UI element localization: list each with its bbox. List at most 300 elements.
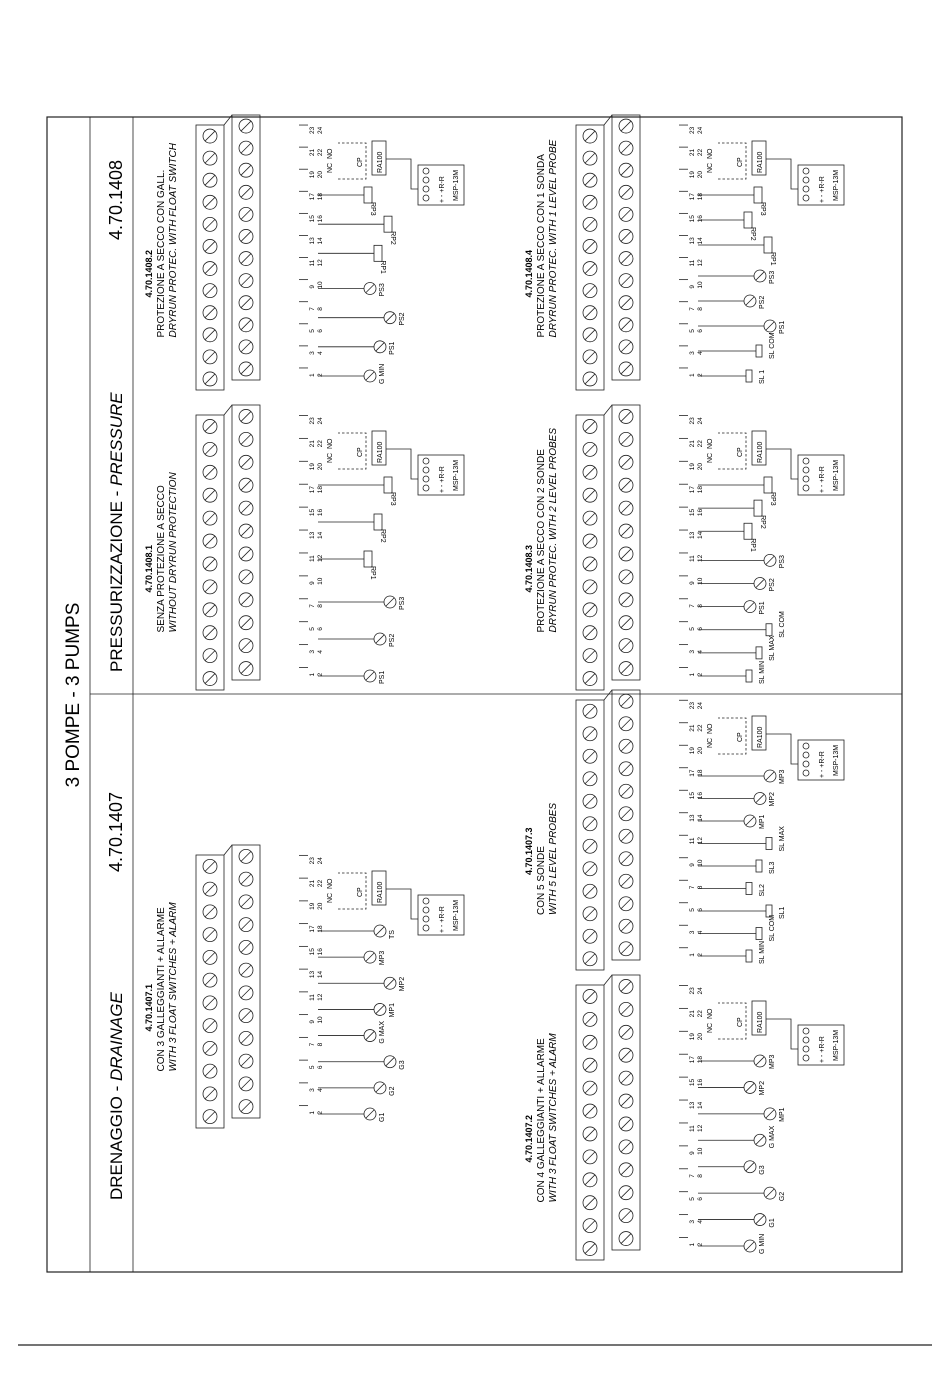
relay-symbol bbox=[384, 477, 392, 493]
terminal-number: 11 bbox=[689, 259, 696, 267]
terminal-number: 22 bbox=[317, 148, 324, 157]
terminal-number: 17 bbox=[309, 485, 316, 494]
diagram-4.70.1408.3 bbox=[524, 405, 844, 690]
input-label: G MAX bbox=[769, 1125, 776, 1149]
terminal-number: 17 bbox=[309, 193, 316, 201]
screw-slot bbox=[585, 991, 595, 1001]
switch-lever bbox=[746, 297, 754, 305]
screw-slot bbox=[241, 434, 251, 444]
relay-symbol bbox=[764, 477, 772, 493]
screw-slot bbox=[241, 1102, 251, 1112]
strip-bevel bbox=[604, 690, 612, 700]
terminal-number: 17 bbox=[689, 769, 696, 777]
screw-slot bbox=[241, 165, 251, 175]
msp-terminal bbox=[803, 168, 809, 174]
screw-slot bbox=[205, 559, 215, 569]
terminal-number: 23 bbox=[309, 857, 316, 865]
input-label: MP2 bbox=[399, 976, 406, 992]
screw-slot bbox=[621, 1234, 631, 1244]
terminal-number: 20 bbox=[697, 170, 704, 179]
contact-no: NO bbox=[327, 878, 334, 889]
msp-label: MSP-13M bbox=[453, 459, 460, 491]
screw-slot bbox=[585, 774, 595, 784]
msp-terminal bbox=[803, 476, 809, 482]
screw-slot bbox=[241, 187, 251, 197]
terminal-number: 21 bbox=[689, 1010, 696, 1018]
screw-slot bbox=[241, 320, 251, 330]
terminal-number: 13 bbox=[309, 970, 316, 979]
screw-slot bbox=[241, 920, 251, 930]
screw-slot bbox=[205, 197, 215, 207]
terminal-number: 6 bbox=[317, 329, 324, 333]
terminal-number: 17 bbox=[689, 485, 696, 494]
relay-symbol bbox=[754, 500, 762, 516]
ra100-wire bbox=[766, 159, 798, 189]
terminal-number: 24 bbox=[317, 126, 324, 135]
screw-slot bbox=[621, 664, 631, 674]
msp-label: MSP-13M bbox=[833, 169, 840, 201]
screw-slot bbox=[585, 954, 595, 964]
drainage-code: 4.70.1407 bbox=[106, 791, 126, 873]
screw-slot bbox=[241, 209, 251, 219]
diagram-4.70.1407.1 bbox=[144, 845, 464, 1128]
input-label: RP1 bbox=[379, 260, 386, 274]
terminal-number: 6 bbox=[317, 1065, 324, 1070]
terminal-number: 20 bbox=[697, 463, 704, 471]
screw-slot bbox=[585, 1106, 595, 1116]
terminal-number: 3 bbox=[689, 650, 696, 654]
terminal-number: 13 bbox=[309, 237, 316, 245]
input-label: SL3 bbox=[769, 861, 776, 874]
input-label: SL COM bbox=[769, 914, 776, 942]
terminal-number: 3 bbox=[309, 650, 316, 654]
terminal-number: 18 bbox=[697, 769, 704, 777]
input-label: TS bbox=[389, 930, 396, 939]
input-label: PS3 bbox=[379, 283, 386, 297]
terminal-number: 20 bbox=[317, 170, 324, 179]
screw-slot bbox=[621, 457, 631, 467]
contact-no: NO bbox=[707, 1008, 714, 1019]
msp-label: MSP-13M bbox=[833, 459, 840, 491]
terminal-number: 23 bbox=[689, 702, 696, 710]
screw-slot bbox=[585, 651, 595, 661]
terminal-number: 2 bbox=[697, 672, 704, 677]
contact-no: NO bbox=[327, 148, 334, 159]
relay-symbol bbox=[744, 212, 752, 228]
screw-slot bbox=[205, 1021, 215, 1031]
terminal-number: 3 bbox=[309, 351, 316, 355]
switch-lever bbox=[756, 580, 764, 588]
msp-terminal bbox=[423, 916, 429, 922]
screw-slot bbox=[241, 411, 251, 421]
msp-terminal bbox=[803, 770, 809, 776]
screw-slot bbox=[621, 1142, 631, 1152]
terminal-number: 24 bbox=[697, 702, 704, 710]
msp-terminal bbox=[423, 186, 429, 192]
input-label: SL COM bbox=[779, 611, 786, 638]
ra100-label: RA100 bbox=[757, 1011, 764, 1033]
contact-no: NO bbox=[707, 438, 714, 449]
diagram-4.70.1408.4 bbox=[524, 115, 844, 390]
diagram-title-it: CON 3 GALLEGGIANTI + ALLARME bbox=[156, 907, 167, 1072]
msp-label: MSP-13M bbox=[453, 169, 460, 201]
terminal-number: 17 bbox=[689, 193, 696, 201]
terminal-number: 3 bbox=[689, 351, 696, 355]
switch-lever bbox=[756, 795, 764, 803]
input-label: G MAX bbox=[379, 1021, 386, 1044]
input-label: SL 1 bbox=[759, 369, 766, 384]
switch-lever bbox=[756, 1216, 764, 1224]
screw-slot bbox=[205, 884, 215, 894]
diagram-title-en: WITH 3 FLOAT SWITCHES + ALARM bbox=[168, 902, 179, 1072]
diagram-code: 4.70.1407.3 bbox=[524, 827, 534, 875]
terminal-number: 21 bbox=[689, 724, 696, 732]
msp-label: MSP-13M bbox=[453, 899, 460, 931]
input-label: PS1 bbox=[379, 670, 386, 684]
terminal-number: 15 bbox=[309, 215, 316, 223]
terminal-number: 10 bbox=[317, 281, 324, 289]
screw-slot bbox=[621, 526, 631, 536]
contact-no: NO bbox=[707, 723, 714, 734]
diagram-4.70.1407.2 bbox=[524, 975, 844, 1260]
terminal-number: 8 bbox=[697, 307, 704, 311]
screw-slot bbox=[585, 674, 595, 684]
terminal-number: 16 bbox=[697, 215, 704, 223]
screw-slot bbox=[585, 909, 595, 919]
input-label: SL MIN bbox=[759, 940, 766, 964]
terminal-number: 7 bbox=[689, 604, 696, 608]
screw-slot bbox=[205, 674, 215, 684]
terminal-number: 12 bbox=[697, 837, 704, 845]
terminal-number: 14 bbox=[697, 1101, 704, 1110]
terminal-number: 18 bbox=[697, 485, 704, 494]
screw-slot bbox=[585, 264, 595, 274]
screw-slot bbox=[241, 503, 251, 513]
screw-slot bbox=[621, 121, 631, 131]
msp-terminal bbox=[803, 761, 809, 767]
screw-slot bbox=[205, 952, 215, 962]
terminal-number: 12 bbox=[317, 259, 324, 267]
msp-pins: + - +R-R bbox=[439, 906, 446, 933]
screw-slot bbox=[205, 467, 215, 477]
msp-terminal bbox=[423, 168, 429, 174]
contact-nc: NC bbox=[327, 452, 334, 463]
terminal-number: 19 bbox=[309, 902, 316, 910]
screw-slot bbox=[205, 421, 215, 431]
screw-slot bbox=[585, 751, 595, 761]
screw-slot bbox=[621, 1211, 631, 1221]
ra100-wire bbox=[386, 449, 418, 479]
input-label: G3 bbox=[759, 1165, 766, 1175]
terminal-number: 24 bbox=[317, 417, 324, 425]
screw-slot bbox=[621, 854, 631, 864]
msp-terminal bbox=[803, 1046, 809, 1052]
screw-slot bbox=[205, 907, 215, 917]
terminal-number: 18 bbox=[317, 193, 324, 201]
screw-slot bbox=[585, 628, 595, 638]
screw-slot bbox=[205, 175, 215, 185]
terminal-number: 8 bbox=[697, 1174, 704, 1178]
pressure-code: 4.70.1408 bbox=[106, 159, 126, 241]
probe-symbol bbox=[756, 860, 762, 872]
screw-slot bbox=[241, 1011, 251, 1021]
screw-slot bbox=[621, 187, 631, 197]
input-label: PS2 bbox=[389, 633, 396, 647]
screw-slot bbox=[621, 764, 631, 774]
screw-slot bbox=[241, 942, 251, 952]
terminal-number: 19 bbox=[309, 170, 316, 179]
screw-slot bbox=[621, 480, 631, 490]
input-label: G MIN bbox=[379, 363, 386, 384]
screw-slot bbox=[621, 876, 631, 886]
terminal-number: 9 bbox=[689, 581, 696, 585]
relay-symbol bbox=[384, 216, 392, 232]
screw-slot bbox=[621, 696, 631, 706]
screw-slot bbox=[585, 931, 595, 941]
screw-slot bbox=[205, 1089, 215, 1099]
terminal-number: 20 bbox=[697, 747, 704, 755]
input-label: MP2 bbox=[769, 792, 776, 807]
diagram-code: 4.70.1407.2 bbox=[524, 1114, 534, 1163]
screw-slot bbox=[205, 582, 215, 592]
screw-slot bbox=[621, 254, 631, 264]
contact-nc: NC bbox=[707, 452, 714, 463]
screw-slot bbox=[585, 352, 595, 362]
terminal-number: 16 bbox=[697, 792, 704, 800]
terminal-number: 5 bbox=[309, 329, 316, 333]
input-label: MP1 bbox=[779, 1107, 786, 1122]
screw-slot bbox=[585, 1221, 595, 1231]
terminal-number: 4 bbox=[697, 1220, 704, 1224]
terminal-number: 14 bbox=[697, 237, 704, 245]
probe-symbol bbox=[756, 345, 762, 357]
terminal-number: 11 bbox=[309, 259, 316, 267]
terminal-number: 10 bbox=[317, 1016, 324, 1024]
ra100-wire bbox=[386, 159, 418, 189]
terminal-number: 12 bbox=[317, 993, 324, 1001]
screw-slot bbox=[241, 1079, 251, 1089]
screw-slot bbox=[241, 342, 251, 352]
screw-slot bbox=[621, 1188, 631, 1198]
switch-lever bbox=[756, 1057, 764, 1065]
probe-symbol bbox=[746, 670, 752, 682]
screw-slot bbox=[585, 175, 595, 185]
screw-slot bbox=[621, 719, 631, 729]
switch-lever bbox=[386, 1058, 394, 1066]
terminal-number: 17 bbox=[309, 925, 316, 933]
terminal-number: 1 bbox=[309, 672, 316, 677]
input-label: G2 bbox=[389, 1086, 396, 1096]
terminal-number: 20 bbox=[317, 463, 324, 471]
input-label: G MIN bbox=[759, 1233, 766, 1254]
drainage-header: DRENAGGIO - DRAINAGE bbox=[107, 992, 126, 1200]
screw-slot bbox=[621, 1096, 631, 1106]
terminal-number: 7 bbox=[689, 1174, 696, 1178]
screw-slot bbox=[585, 841, 595, 851]
terminal-number: 19 bbox=[689, 747, 696, 755]
terminal-number: 16 bbox=[317, 508, 324, 517]
terminal-number: 15 bbox=[689, 508, 696, 517]
switch-lever bbox=[766, 556, 774, 564]
screw-slot bbox=[585, 1175, 595, 1185]
screw-slot bbox=[205, 998, 215, 1008]
input-label: MP3 bbox=[769, 1054, 776, 1069]
terminal-number: 23 bbox=[689, 126, 696, 135]
diagram-title-it: CON 4 GALLEGGIANTI + ALLARME bbox=[536, 1038, 547, 1203]
switch-lever bbox=[366, 1110, 374, 1118]
input-label: RP1 bbox=[769, 252, 776, 266]
input-label: RP3 bbox=[369, 202, 376, 216]
screw-slot bbox=[585, 421, 595, 431]
input-label: RP2 bbox=[389, 231, 396, 245]
msp-label: MSP-13M bbox=[833, 744, 840, 776]
screw-slot bbox=[205, 308, 215, 318]
screw-slot bbox=[621, 364, 631, 374]
terminal-number: 6 bbox=[697, 329, 704, 333]
switch-lever bbox=[746, 817, 754, 825]
terminal-number: 21 bbox=[689, 148, 696, 157]
terminal-number: 4 bbox=[317, 351, 324, 355]
terminal-number: 8 bbox=[697, 885, 704, 890]
relay-symbol bbox=[374, 514, 382, 530]
screw-slot bbox=[585, 219, 595, 229]
switch-lever bbox=[376, 635, 384, 643]
msp-label: MSP-13M bbox=[833, 1029, 840, 1061]
switch-lever bbox=[366, 372, 374, 380]
terminal-number: 13 bbox=[689, 531, 696, 540]
probe-symbol bbox=[756, 647, 762, 659]
msp-terminal bbox=[423, 485, 429, 491]
msp-pins: + - +R-R bbox=[819, 176, 826, 203]
terminal-number: 18 bbox=[317, 485, 324, 494]
screw-slot bbox=[621, 899, 631, 909]
strip-bevel bbox=[604, 405, 612, 415]
screw-slot bbox=[585, 1060, 595, 1070]
terminal-number: 10 bbox=[697, 281, 704, 289]
terminal-number: 4 bbox=[697, 351, 704, 355]
input-label: MP2 bbox=[759, 1081, 766, 1096]
screw-slot bbox=[621, 831, 631, 841]
contact-nc: NC bbox=[707, 162, 714, 173]
screw-slot bbox=[241, 851, 251, 861]
terminal-number: 7 bbox=[309, 307, 316, 311]
terminal-number: 22 bbox=[697, 1010, 704, 1018]
screw-slot bbox=[241, 457, 251, 467]
terminal-number: 5 bbox=[689, 627, 696, 631]
screw-slot bbox=[241, 897, 251, 907]
contact-nc: NC bbox=[707, 737, 714, 748]
screw-slot bbox=[585, 374, 595, 384]
terminal-number: 14 bbox=[697, 531, 704, 540]
screw-slot bbox=[241, 254, 251, 264]
strip-bevel bbox=[604, 975, 612, 985]
screw-slot bbox=[621, 1004, 631, 1014]
terminal-number: 12 bbox=[697, 554, 704, 562]
screw-slot bbox=[585, 1244, 595, 1254]
input-label: PS3 bbox=[769, 270, 776, 284]
msp-terminal bbox=[423, 907, 429, 913]
screw-slot bbox=[205, 513, 215, 523]
msp-terminal bbox=[803, 458, 809, 464]
screw-slot bbox=[241, 480, 251, 490]
terminal-number: 16 bbox=[317, 215, 324, 223]
terminal-number: 13 bbox=[689, 814, 696, 822]
switch-lever bbox=[376, 927, 384, 935]
probe-symbol bbox=[756, 928, 762, 940]
screw-slot bbox=[205, 628, 215, 638]
input-label: G1 bbox=[379, 1112, 386, 1122]
diagram-title-it: CON 5 SONDE bbox=[536, 846, 547, 915]
relay-symbol bbox=[364, 187, 372, 203]
probe-symbol bbox=[766, 624, 772, 636]
terminal-number: 14 bbox=[697, 814, 704, 822]
terminal-number: 3 bbox=[689, 930, 696, 935]
screw-slot bbox=[241, 526, 251, 536]
screw-slot bbox=[205, 374, 215, 384]
switch-lever bbox=[366, 953, 374, 961]
terminal-number: 8 bbox=[697, 604, 704, 608]
diagram-title-en: WITH 3 FLOAT SWITCHES + ALARM bbox=[548, 1033, 559, 1203]
screw-slot bbox=[205, 131, 215, 141]
ra100-label: RA100 bbox=[377, 441, 384, 463]
msp-terminal bbox=[423, 925, 429, 931]
screw-slot bbox=[585, 153, 595, 163]
input-label: PS3 bbox=[779, 555, 786, 569]
terminal-number: 14 bbox=[317, 531, 324, 540]
terminal-number: 21 bbox=[689, 440, 696, 448]
terminal-number: 6 bbox=[697, 627, 704, 631]
terminal-number: 11 bbox=[689, 837, 696, 845]
switch-lever bbox=[386, 979, 394, 987]
terminal-number: 14 bbox=[317, 237, 324, 245]
screw-slot bbox=[621, 503, 631, 513]
screw-slot bbox=[585, 729, 595, 739]
input-label: SL1 bbox=[779, 906, 786, 919]
terminal-number: 23 bbox=[309, 417, 316, 425]
screw-slot bbox=[205, 536, 215, 546]
terminal-number: 7 bbox=[689, 885, 696, 890]
terminal-number: 8 bbox=[317, 307, 324, 311]
input-label: RP2 bbox=[749, 227, 756, 241]
terminal-number: 23 bbox=[689, 417, 696, 425]
screw-slot bbox=[585, 490, 595, 500]
terminal-number: 10 bbox=[697, 1147, 704, 1155]
terminal-number: 5 bbox=[309, 627, 316, 631]
terminal-number: 11 bbox=[689, 555, 696, 562]
diagram-title-en: DRYRUN PROTEC. WITH 2 LEVEL PROBES bbox=[548, 428, 559, 633]
terminal-number: 9 bbox=[309, 581, 316, 585]
screw-slot bbox=[621, 231, 631, 241]
contact-nc: NC bbox=[707, 1022, 714, 1033]
screw-slot bbox=[241, 549, 251, 559]
ra100-label: RA100 bbox=[757, 726, 764, 748]
screw-slot bbox=[621, 276, 631, 286]
terminal-number: 2 bbox=[317, 1111, 324, 1115]
terminal-number: 2 bbox=[317, 373, 324, 377]
switch-lever bbox=[746, 603, 754, 611]
terminal-number: 15 bbox=[689, 792, 696, 800]
screw-slot bbox=[621, 786, 631, 796]
terminal-number: 24 bbox=[697, 126, 704, 135]
terminal-number: 11 bbox=[309, 555, 316, 562]
screw-slot bbox=[205, 219, 215, 229]
terminal-number: 10 bbox=[317, 577, 324, 585]
diagram-code: 4.70.1407.1 bbox=[144, 983, 154, 1032]
screw-slot bbox=[205, 605, 215, 615]
diagram-title-en: WITH 5 LEVEL PROBES bbox=[548, 802, 559, 915]
cp-label: CP bbox=[357, 887, 364, 897]
probe-symbol bbox=[766, 838, 772, 850]
